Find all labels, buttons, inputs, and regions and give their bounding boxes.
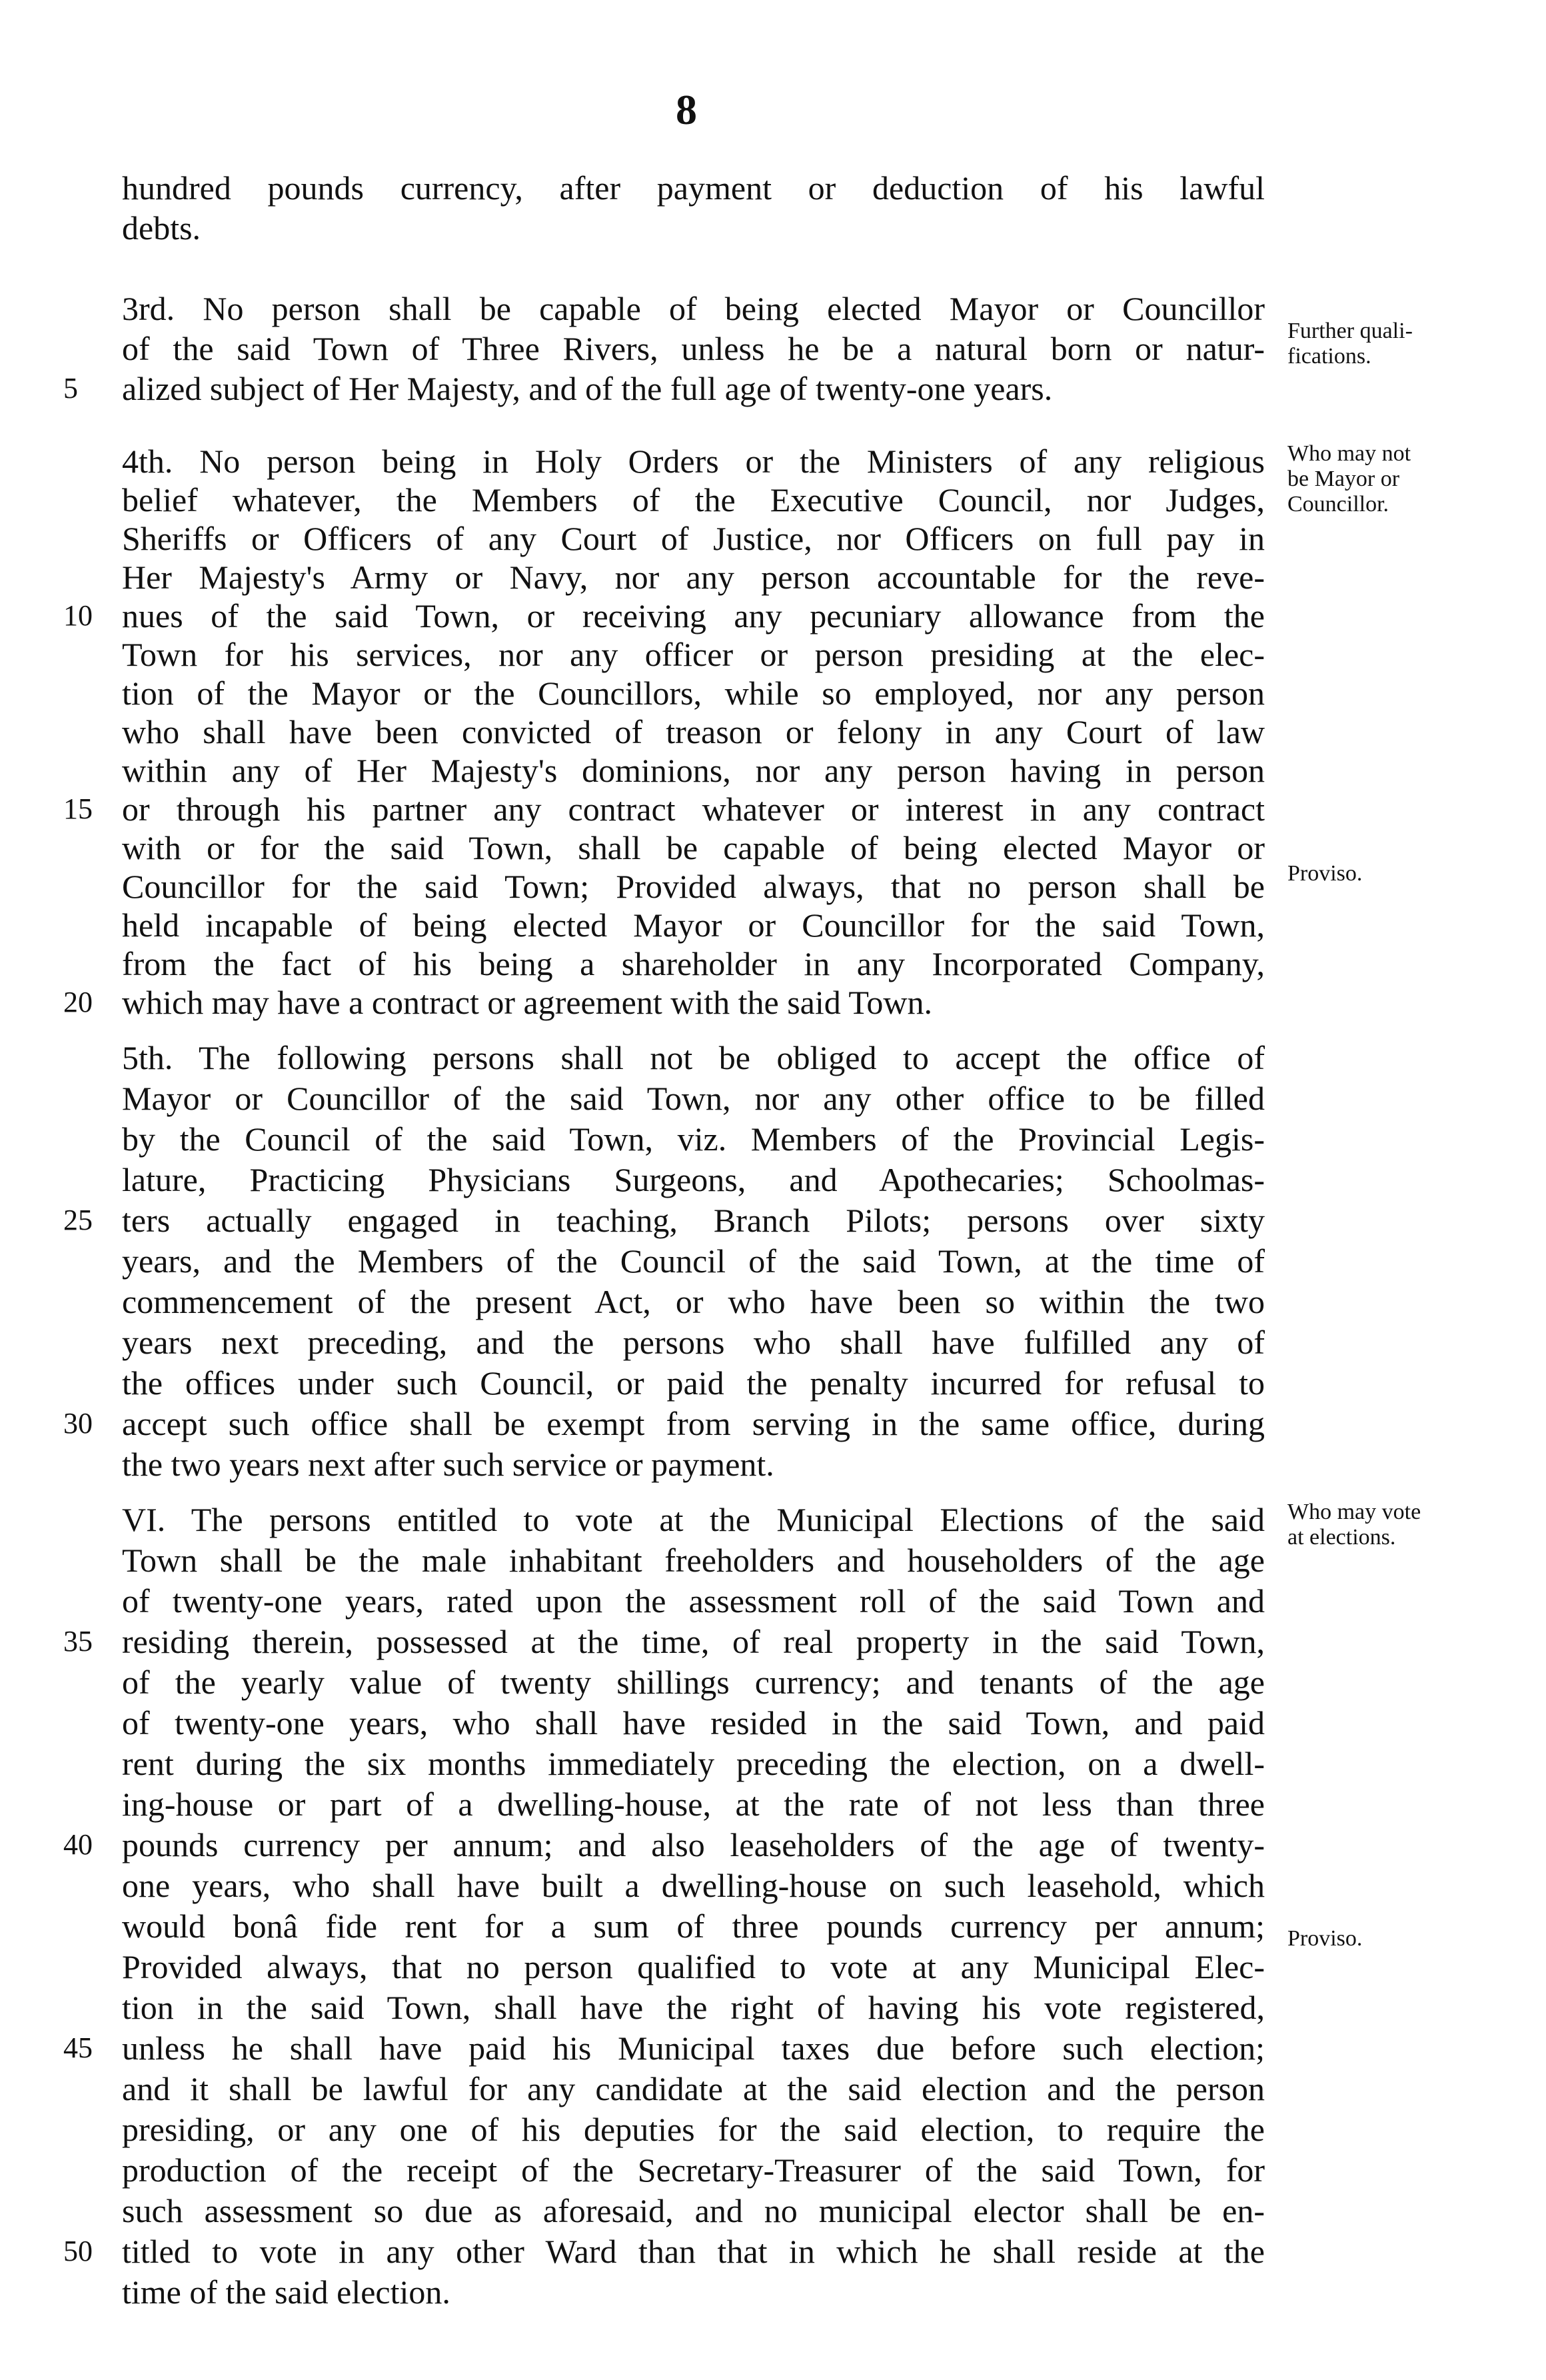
margin-note-line: Proviso. [1287, 1926, 1363, 1951]
text-line: presiding, or any one of his deputies for the said election, to require the [122, 2111, 1265, 2148]
text-line: Town for his services, nor any officer or person presiding at the elec- [122, 636, 1265, 673]
line-number: 20 [63, 986, 93, 1018]
line-number: 45 [63, 2031, 93, 2064]
text-line: who shall have been convicted of treason or felony in any Court of law [122, 713, 1265, 750]
text-line: production of the receipt of the Secretary-Treasurer of the said Town, for [122, 2151, 1265, 2189]
text-line: commencement of the present Act, or who have been so within the two [122, 1283, 1265, 1320]
line-number: 40 [63, 1828, 93, 1861]
margin-note-line: Further quali- [1287, 319, 1413, 343]
text-line: tion in the said Town, shall have the right of having his vote registered, [122, 1989, 1265, 2026]
text-line: of twenty-one years, rated upon the assessment roll of the said Town and [122, 1582, 1265, 1620]
text-line: the two years next after such service or payment. [122, 1446, 774, 1483]
margin-note-line: Councillor. [1287, 492, 1389, 517]
text-line: which may have a contract or agreement with the said Town. [122, 984, 932, 1021]
text-line: time of the said election. [122, 2273, 450, 2311]
text-line: one years, who shall have built a dwelling-house on such leasehold, which [122, 1867, 1265, 1904]
text-line: of the yearly value of twenty shillings currency; and tenants of the age [122, 1664, 1265, 1701]
text-line: alized subject of Her Majesty, and of the full age of twenty-one years. [122, 370, 1053, 407]
text-line: within any of Her Majesty's dominions, nor any person having in person [122, 752, 1265, 789]
margin-note-line: Proviso. [1287, 861, 1363, 886]
margin-note-line: be Mayor or [1287, 467, 1400, 491]
text-line: the offices under such Council, or paid the penalty incurred for refusal to [122, 1364, 1265, 1402]
line-number: 5 [63, 372, 78, 405]
text-line: would bonâ fide rent for a sum of three pounds currency per annum; [122, 1907, 1265, 1945]
text-line: pounds currency per annum; and also leaseholders of the age of twenty- [122, 1826, 1265, 1863]
text-line: or through his partner any contract whatever or interest in any contract [122, 790, 1265, 828]
margin-note-line: fications. [1287, 344, 1371, 369]
text-line: 5th. The following persons shall not be obliged to accept the office of [122, 1039, 1265, 1076]
margin-note-who-may-vote [1287, 1500, 1534, 1550]
text-line: by the Council of the said Town, viz. Members of the Provincial Legis- [122, 1120, 1265, 1158]
text-line: rent during the six months immediately preceding the election, on a dwell- [122, 1745, 1265, 1782]
text-line: ters actually engaged in teaching, Branch Pilots; persons over sixty [122, 1202, 1265, 1239]
line-number: 25 [63, 1204, 93, 1236]
text-line: Town shall be the male inhabitant freeholders and householders of the age [122, 1542, 1265, 1579]
margin-note-proviso [1287, 861, 1534, 886]
text-line: debts. [122, 209, 201, 247]
text-line: Councillor for the said Town; Provided always, that no person shall be [122, 868, 1265, 905]
text-line: and it shall be lawful for any candidate at the said election and the person [122, 2070, 1265, 2107]
margin-note-who-may-not [1287, 441, 1534, 517]
text-line: 3rd. No person shall be capable of being elected Mayor or Councillor [122, 290, 1265, 327]
text-line: with or for the said Town, shall be capable of being elected Mayor or [122, 829, 1265, 866]
text-line: such assessment so due as aforesaid, and no municipal elector shall be en- [122, 2192, 1265, 2229]
text-line: of the said Town of Three Rivers, unless he be a natural born or natur- [122, 330, 1265, 367]
text-line: belief whatever, the Members of the Executive Council, nor Judges, [122, 481, 1265, 519]
text-line: unless he shall have paid his Municipal taxes due before such election; [122, 2029, 1265, 2067]
page-number: 8 [676, 86, 697, 133]
line-number: 50 [63, 2235, 93, 2267]
text-line: Provided always, that no person qualified to vote at any Municipal Elec- [122, 1948, 1265, 1985]
text-line: Mayor or Councillor of the said Town, nor any other office to be filled [122, 1080, 1265, 1117]
text-line: of twenty-one years, who shall have resided in the said Town, and paid [122, 1704, 1265, 1742]
margin-note-further-qualifications [1287, 319, 1534, 369]
line-number: 30 [63, 1407, 93, 1440]
text-line: accept such office shall be exempt from serving in the same office, during [122, 1405, 1265, 1442]
margin-note-line: Who may vote [1287, 1500, 1421, 1524]
text-line: tion of the Mayor or the Councillors, while so employed, nor any person [122, 674, 1265, 712]
text-line: lature, Practicing Physicians Surgeons, and Apothecaries; Schoolmas- [122, 1161, 1265, 1198]
text-line: 4th. No person being in Holy Orders or the Ministers of any religious [122, 443, 1265, 480]
line-number: 10 [63, 599, 93, 632]
text-line: VI. The persons entitled to vote at the Municipal Elections of the said [122, 1501, 1265, 1538]
text-line: nues of the said Town, or receiving any pecuniary allowance from the [122, 597, 1265, 634]
text-line: years next preceding, and the persons who shall have fulfilled any of [122, 1324, 1265, 1361]
text-line: from the fact of his being a shareholder in any Incorporated Company, [122, 945, 1265, 982]
text-line: years, and the Members of the Council of the said Town, at the time of [122, 1242, 1265, 1280]
margin-note-line: at elections. [1287, 1525, 1396, 1550]
text-line: held incapable of being elected Mayor or Councillor for the said Town, [122, 906, 1265, 944]
margin-note-line: Who may not [1287, 441, 1411, 466]
line-number: 15 [63, 792, 93, 825]
text-line: residing therein, possessed at the time, of real property in the said Town, [122, 1623, 1265, 1660]
text-line: Sheriffs or Officers of any Court of Justice, nor Officers on full pay in [122, 520, 1265, 557]
text-line: titled to vote in any other Ward than that in which he shall reside at the [122, 2233, 1265, 2270]
text-line: ing-house or part of a dwelling-house, at the rate of not less than three [122, 1785, 1265, 1823]
margin-note-proviso [1287, 1926, 1534, 1951]
text-line: hundred pounds currency, after payment or deduction of his lawful [122, 169, 1265, 207]
text-line: Her Majesty's Army or Navy, nor any person accountable for the reve- [122, 559, 1265, 596]
line-number: 35 [63, 1625, 93, 1658]
